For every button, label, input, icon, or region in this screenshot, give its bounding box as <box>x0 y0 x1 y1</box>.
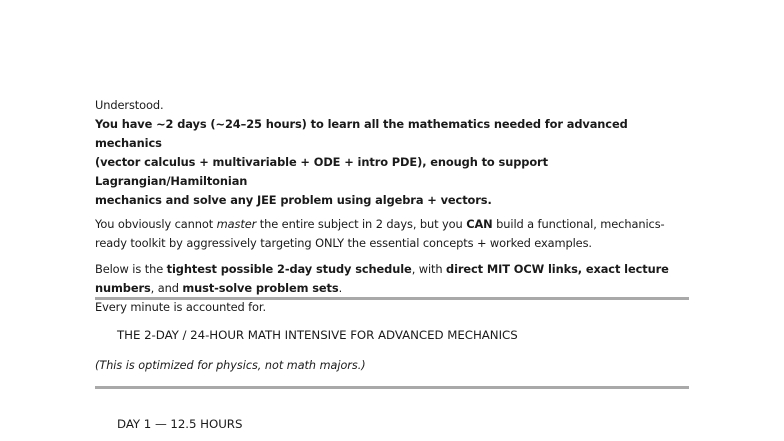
schedule-text-3: , and <box>150 281 183 295</box>
intro-text-block <box>95 96 695 317</box>
schedule-line-2: Every minute is accounted for. <box>95 300 266 314</box>
understood-text: Understood. <box>95 98 164 112</box>
can-emphasis: CAN <box>466 217 493 231</box>
schedule-paragraph <box>95 260 695 317</box>
schedule-bold-1: tightest possible 2-day study schedule <box>166 262 412 276</box>
intro-bold-line-1: You have ~2 days (~24–25 hours) to learn all the mathematics needed for advanced mechanics <box>95 117 628 150</box>
section-heading-intensive: THE 2-DAY / 24-HOUR MATH INTENSIVE FOR ADVANCED MECHANICS <box>117 328 518 342</box>
horizontal-rule-2 <box>95 386 689 389</box>
toolkit-paragraph <box>95 215 695 253</box>
toolkit-text-2: the entire subject in 2 days, but you <box>256 217 467 231</box>
optimization-note: (This is optimized for physics, not math majors.) <box>95 359 366 372</box>
master-emphasis: master <box>216 217 257 231</box>
schedule-bold-2: direct MIT OCW links, exact lecture numbers <box>95 262 669 295</box>
schedule-bold-3: must-solve problem sets <box>182 281 339 295</box>
intro-paragraph <box>95 96 695 210</box>
toolkit-text-3: build a functional, mechanics-ready toolkit by aggressively targeting ONLY the essential concepts + worked examples. <box>95 217 665 250</box>
schedule-text-1: Below is the <box>95 262 167 276</box>
horizontal-rule <box>95 297 689 300</box>
intro-bold-line-3: mechanics and solve any JEE problem using algebra + vectors. <box>95 193 492 207</box>
schedule-text-4: . <box>338 281 343 295</box>
section-heading-day-1: DAY 1 — 12.5 HOURS <box>117 417 243 431</box>
toolkit-text-1: You obviously cannot <box>95 217 217 231</box>
schedule-text-2: , with <box>411 262 447 276</box>
intro-bold-line-2: (vector calculus + multivariable + ODE + intro PDE), enough to support Lagrangian/Hamiltonian <box>95 155 548 188</box>
